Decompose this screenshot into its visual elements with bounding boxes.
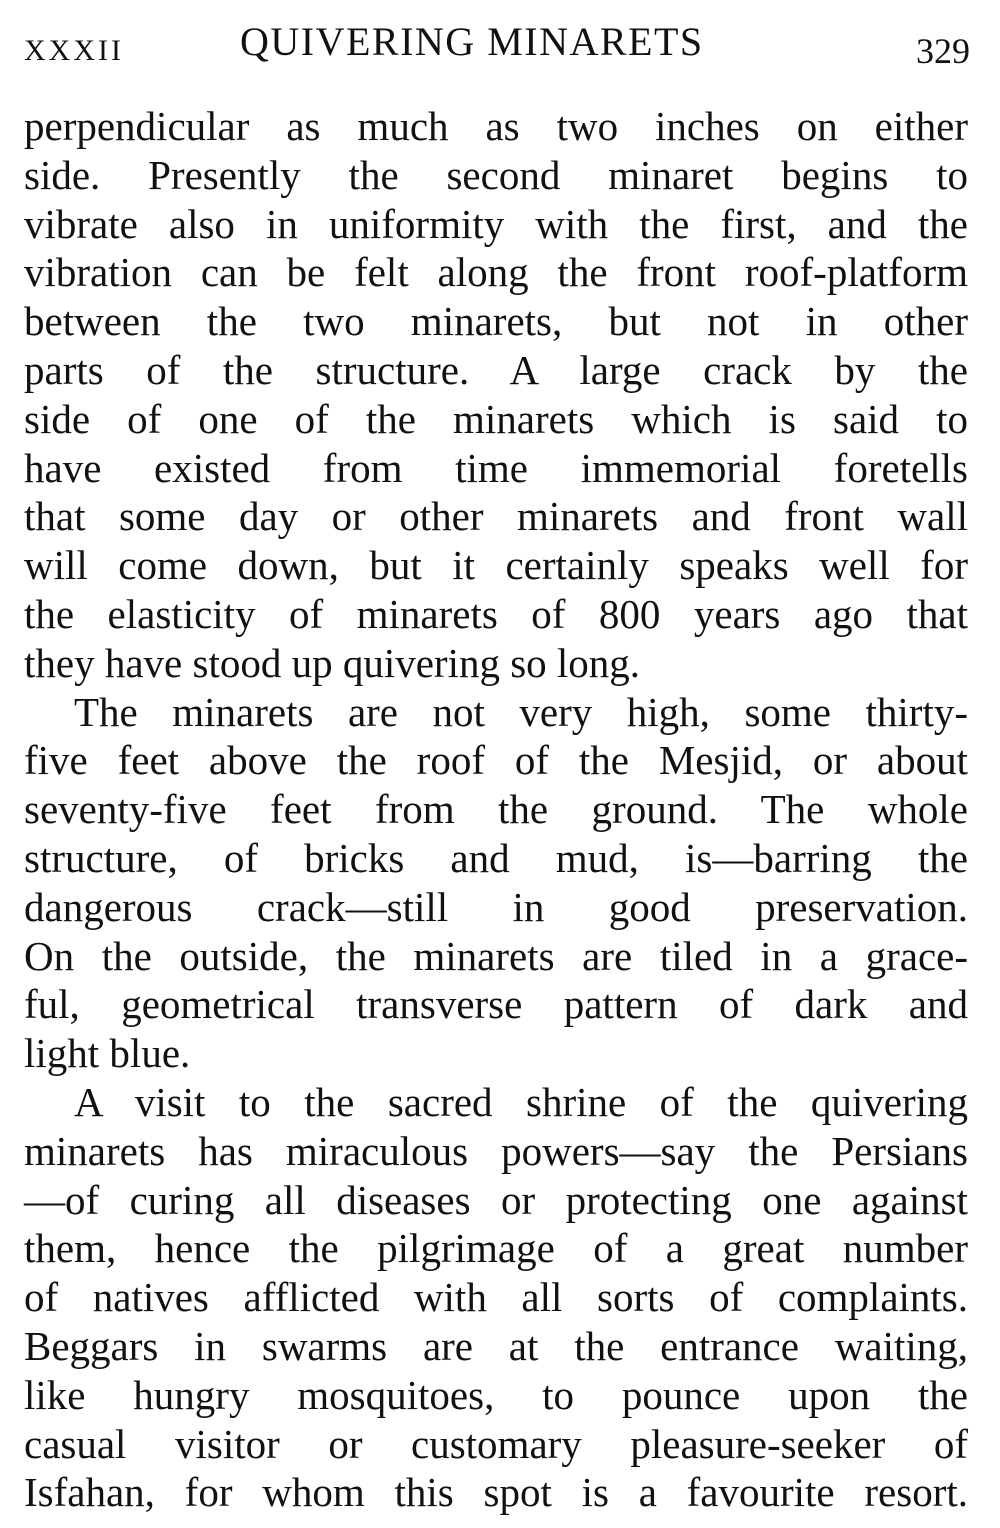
text-line: perpendicular as much as two inches on either xyxy=(24,103,968,149)
text-line: —of curing all diseases or protecting one against xyxy=(24,1176,968,1223)
text-line: that some day or other minarets and front wall xyxy=(24,493,968,540)
text-line: On the outside, the minarets are tiled in a grace- xyxy=(24,932,968,979)
text-line: vibrate also in uniformity with the first, and the xyxy=(24,200,968,247)
text-line: five feet above the roof of the Mesjid, or about xyxy=(24,737,968,784)
running-head xyxy=(24,14,970,74)
text-line: of natives afflicted with all sorts of complaints. xyxy=(24,1274,968,1321)
text-line: side of one of the minarets which is said to xyxy=(24,395,968,442)
text-line: they have stood up quivering so long. xyxy=(24,639,641,686)
text-line: like hungry mosquitoes, to pounce upon the xyxy=(24,1371,968,1418)
text-line: dangerous crack—still in good preservation. xyxy=(24,883,968,930)
text-line: will come down, but it certainly speaks well for xyxy=(24,542,968,589)
text-line: side. Presently the second minaret begins to xyxy=(24,151,968,198)
text-line: minarets has miraculous powers—say the Persians xyxy=(24,1127,968,1174)
text-line: Beggars in swarms are at the entrance waiting, xyxy=(24,1322,968,1369)
text-line: the elasticity of minarets of 800 years ago that xyxy=(24,590,968,637)
text-line: Isfahan, for whom this spot is a favourite resort. xyxy=(24,1469,968,1516)
text-line: seventy-five feet from the ground. The whole xyxy=(24,786,968,833)
page-number: 329 xyxy=(916,31,970,71)
text-line: A visit to the sacred shrine of the quivering xyxy=(74,1078,968,1125)
text-line: casual visitor or customary pleasure-seeker of xyxy=(24,1420,968,1467)
text-line: between the two minarets, but not in other xyxy=(24,298,968,345)
text-line: parts of the structure. A large crack by the xyxy=(24,346,968,393)
chapter-number: XXXII xyxy=(24,34,124,67)
paragraph-2 xyxy=(24,688,968,1078)
text-line: vibration can be felt along the front roof-platform xyxy=(24,249,968,296)
text-line: structure, of bricks and mud, is—barring the xyxy=(24,834,968,881)
text-line: light blue. xyxy=(24,1030,191,1077)
body-text xyxy=(24,102,968,1517)
text-line: The minarets are not very high, some thirty- xyxy=(74,688,968,735)
running-title: QUIVERING MINARETS xyxy=(240,19,704,64)
paragraph-3 xyxy=(24,1078,968,1517)
paragraph-1 xyxy=(24,102,968,688)
text-line: them, hence the pilgrimage of a great number xyxy=(24,1225,968,1272)
text-line: have existed from time immemorial foretells xyxy=(24,444,968,491)
text-line: ful, geometrical transverse pattern of dark and xyxy=(24,981,968,1028)
